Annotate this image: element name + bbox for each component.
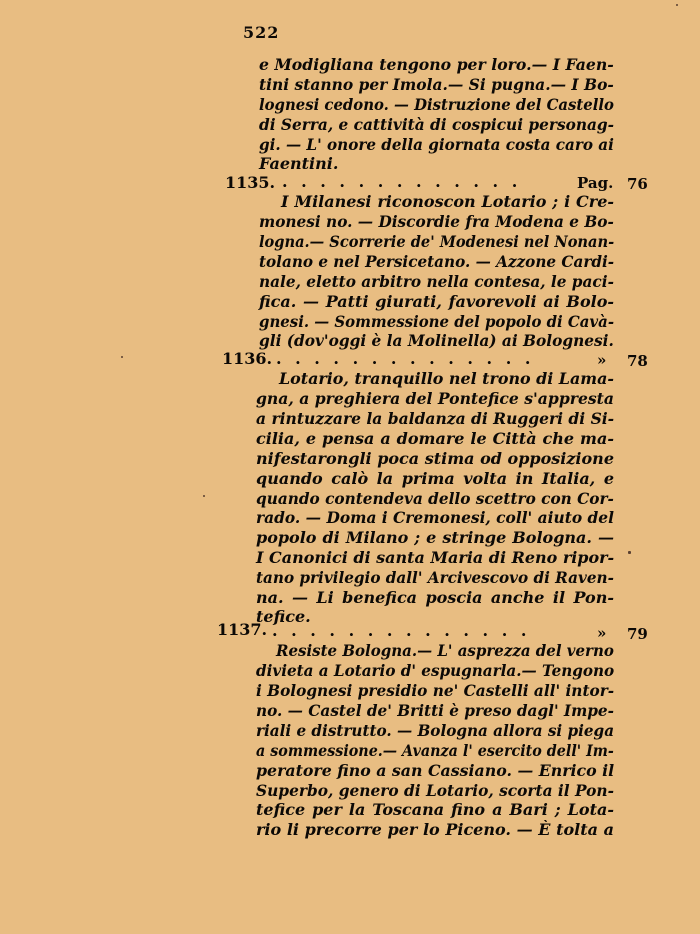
text-line: logna.— Scorrerie de' Modenesi nel Nonan- — [259, 232, 615, 251]
text-line: Resiste Bologna.— L' asprezza del verno — [276, 641, 614, 660]
year-heading: 1136. — [222, 349, 273, 368]
text-line: gli (dov'oggi è la Molinella) ai Bolognesi. — [259, 331, 614, 350]
text-line: i Bolognesi presidio ne' Castelli all' intor- — [256, 681, 615, 700]
text-line: Superbo, genero di Lotario, scorta il Pon- — [256, 781, 614, 800]
text-line: gnesi. — Sommessione del popolo di Cavà- — [259, 312, 615, 331]
text-line: tini stanno per Imola.— Si pugna.— I Bo- — [259, 75, 614, 94]
page-ref-label: » — [597, 624, 607, 642]
text-line: di Serra, e cattività di cospicui personag- — [259, 115, 615, 134]
text-line: tano privilegio dall' Arcivescovo di Raven- — [256, 568, 614, 587]
text-line: I Milanesi riconoscon Lotario ; i Cre- — [281, 192, 615, 211]
text-line: divieta a Lotario d' espugnarla.— Tengono — [256, 661, 615, 680]
text-line: a rintuzzare la baldanza di Ruggeri di Si- — [256, 409, 615, 428]
text-line: nifestarongli poca stima od opposizione — [256, 449, 614, 468]
scan-speck — [676, 4, 678, 6]
text-line: tefice. — [256, 607, 311, 626]
page-number: 522 — [243, 23, 280, 42]
text-line: rado. — Doma i Cremonesi, coll' aiuto del — [256, 508, 614, 527]
text-line: peratore fino a san Cassiano. — Enrico il — [256, 761, 615, 780]
text-line: quando calò la prima volta in Italia, e — [256, 469, 614, 488]
scan-speck — [203, 495, 205, 497]
text-line: cilia, e pensa a domare le Città che ma- — [256, 429, 614, 448]
text-line: Lotario, tranquillo nel trono di Lama- — [279, 369, 614, 388]
text-line: rio li precorre per lo Piceno. — È tolta a — [256, 820, 614, 839]
text-line: e Modigliana tengono per loro.— I Faen- — [259, 55, 614, 74]
text-line: no. — Castel de' Britti è preso dagl' Impe- — [256, 701, 615, 720]
page-ref-number: 79 — [627, 625, 648, 643]
page-ref-number: 78 — [627, 352, 648, 370]
scan-speck — [121, 356, 123, 358]
text-line: tefice per la Toscana fino a Bari ; Lota- — [256, 800, 614, 819]
leader-dots: . . . . . . . . . . . . . . — [276, 349, 535, 368]
year-heading: 1135. — [225, 173, 276, 192]
text-line: gi. — L' onore della giornata costa caro ai — [259, 135, 614, 154]
text-line: quando contendeva dello scettro con Cor- — [256, 489, 614, 508]
leader-dots: . . . . . . . . . . . . . — [282, 172, 522, 191]
text-line: na. — Li benefica poscia anche il Pon- — [256, 588, 615, 607]
scan-speck — [628, 551, 631, 554]
page-ref-label: Pag. — [577, 174, 614, 192]
text-line: riali e distrutto. — Bologna allora si piega — [256, 721, 615, 740]
leader-dots: . . . . . . . . . . . . . . — [272, 621, 531, 640]
text-line: fica. — Patti giurati, favorevoli ai Bolo- — [259, 292, 615, 311]
text-line: I Canonici di santa Maria di Reno ripor- — [256, 548, 615, 567]
year-heading: 1137. — [217, 620, 268, 639]
text-line: a sommessione.— Avanza l' esercito dell' Im- — [256, 741, 614, 760]
text-line: gna, a preghiera del Pontefice s'appresta — [256, 389, 614, 408]
page-ref-label: » — [597, 351, 607, 369]
text-line: monesi no. — Discordie fra Modena e Bo- — [259, 212, 614, 231]
text-line: lognesi cedono. — Distruzione del Castello — [259, 95, 614, 114]
text-line: tolano e nel Persicetano. — Azzone Cardi- — [259, 252, 615, 271]
text-line: Faentini. — [259, 154, 339, 173]
text-line: popolo di Milano ; e stringe Bologna. — — [256, 528, 614, 547]
page-ref-number: 76 — [627, 175, 648, 193]
text-line: nale, eletto arbitro nella contesa, le paci- — [259, 272, 614, 291]
